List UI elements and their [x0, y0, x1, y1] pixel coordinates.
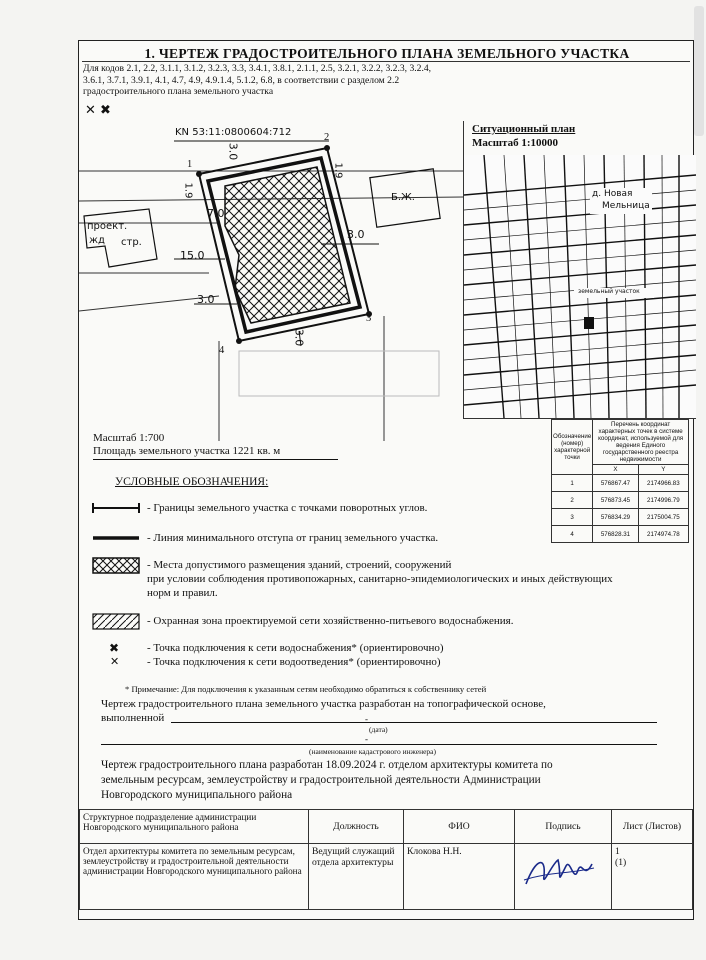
- coord-x: 576867.47: [593, 475, 638, 492]
- dim-label: 1.9: [182, 182, 194, 199]
- engineer-caption: (наименование кадастрового инженера): [309, 747, 437, 756]
- dash: -: [365, 734, 368, 744]
- dim-label: 15.0: [180, 249, 205, 262]
- point-3: 3: [366, 313, 372, 324]
- water-drain-icon: ✕: [110, 655, 120, 668]
- legend-boundary: - Границы земельного участка с точками поворотных углов.: [147, 502, 428, 514]
- document-sheet: [78, 40, 694, 920]
- coords-header-y: Y: [638, 465, 688, 475]
- table-row: [552, 475, 689, 492]
- header-name: ФИО: [404, 810, 515, 844]
- parcel-marker: [584, 317, 594, 329]
- coord-x: 576873.45: [593, 492, 638, 509]
- legend-water-supply: - Точка подключения к сети водоснабжения* (ориентировочно): [147, 642, 444, 654]
- header-unit: Структурное подразделение администрации Новгородского муниципального района: [80, 810, 309, 844]
- situation-scale: Масштаб 1:10000: [472, 137, 559, 149]
- developed-line-1: Чертеж градостроительного плана разработан 18.09.2024 г. отделом архитектуры комитета по: [101, 759, 553, 771]
- header-sheet: Лист (Листов): [612, 810, 693, 844]
- sheets-total: (1): [615, 857, 627, 868]
- point-number: 2: [552, 492, 593, 509]
- area-text: Площадь земельного участка 1221 кв. м: [93, 445, 281, 457]
- note: * Примечание: Для подключения к указанным сетям необходимо обратиться к собственнику сетей: [125, 684, 487, 694]
- developed-line-2: земельным ресурсам, землеустройству и градостроительной деятельности Администрации: [101, 774, 541, 786]
- coords-header-list: Перечень координат характерных точек в системе координат, используемой для ведения Единого государственного реестра недвижимости: [593, 420, 689, 465]
- legend-protect-zone: - Охранная зона проектируемой сети хозяйственно-питьевого водоснабжения.: [147, 615, 514, 627]
- unit-cell: Отдел архитектуры комитета по земельным ресурсам, землеустройству и градостроительной деятельности администрации Новгородского муниципального района: [80, 844, 309, 910]
- developed-line-3: Новгородского муниципального района: [101, 789, 293, 801]
- coord-y: 2174996.79: [638, 492, 688, 509]
- legend-allowed: норм и правил.: [147, 587, 218, 599]
- signature-image: [518, 846, 598, 896]
- scale-text: Масштаб 1:700: [93, 432, 165, 444]
- coords-header-x: X: [593, 465, 638, 475]
- coords-header-point: Обозначение (номер) характерной точки: [552, 420, 593, 475]
- village-name: д. Новая: [592, 189, 633, 199]
- coord-x: 576834.29: [593, 509, 638, 526]
- situation-plan: [463, 121, 696, 419]
- binder-edge: [694, 6, 704, 136]
- header-sign: Подпись: [515, 810, 612, 844]
- building-project-label: жд: [89, 235, 105, 246]
- coord-y: 2174966.83: [638, 475, 688, 492]
- sheet-cell: [612, 844, 693, 910]
- date-caption: (дата): [369, 725, 388, 734]
- coord-x: 576828.31: [593, 526, 638, 543]
- water-marks-icon: ✕ ✖: [85, 103, 111, 118]
- parcel-label: земельный участок: [578, 288, 640, 295]
- point-number: 4: [552, 526, 593, 543]
- codes-line-3: градостроительного плана земельного участка: [83, 86, 274, 97]
- point-2: 2: [324, 132, 330, 143]
- legend-symbols: [91, 501, 151, 641]
- divider: [93, 459, 338, 460]
- kn-label: KN 53:11:0800604:712: [175, 127, 292, 138]
- coord-y: 2175004.75: [638, 509, 688, 526]
- signature-table: [79, 809, 693, 910]
- building-project-label: проект.: [87, 221, 128, 232]
- header-position: Должность: [309, 810, 404, 844]
- legend-allowed: при условии соблюдения противопожарных, санитарно-эпидемиологических и иных действующих: [147, 573, 613, 585]
- dim-label: 3.0: [226, 142, 240, 161]
- dim-label: 3.0: [197, 293, 215, 306]
- water-supply-icon: ✖: [109, 641, 120, 655]
- building-bzh-label: Б.Ж.: [391, 192, 415, 203]
- legend-water-drain: - Точка подключения к сети водоотведения* (ориентировочно): [147, 656, 441, 668]
- topo-line-2: выполненной: [101, 712, 165, 724]
- table-row: [552, 526, 689, 543]
- situation-map: [464, 155, 696, 418]
- point-number: 1: [552, 475, 593, 492]
- village-name: Мельница: [602, 201, 650, 211]
- building-project-label: стр.: [121, 237, 142, 248]
- coords-table: [551, 419, 689, 543]
- dim-label: 3.0: [292, 328, 306, 347]
- table-row: [552, 492, 689, 509]
- codes-line-1: Для кодов 2.1, 2.2, 3.1.1, 3.1.2, 3.2.3, 3.3, 3.4.1, 3.8.1, 2.1.1, 2.5, 3.2.1, 3.2.2, 3.2.3, 3.2.4,: [83, 63, 432, 74]
- dim-label: 1.9: [332, 162, 344, 179]
- sheet-number: 1: [615, 846, 620, 857]
- codes-line-2: 3.6.1, 3.7.1, 3.9.1, 4.1, 4.7, 4.9, 4.9.1.4, 5.1.2, 6.8, в соответствии с разделом 2.2: [83, 74, 400, 86]
- legend-offset: - Линия минимального отступа от границ земельного участка.: [147, 532, 439, 544]
- point-number: 3: [552, 509, 593, 526]
- dim-label: 3.0: [347, 228, 365, 241]
- topo-line-1: Чертеж градостроительного плана земельного участка разработан на топографической основе,: [101, 698, 546, 710]
- legend-allowed: - Места допустимого размещения зданий, строений, сооружений: [147, 559, 452, 571]
- divider: [171, 722, 657, 723]
- point-1: 1: [187, 159, 193, 170]
- situation-title: Ситуационный план: [472, 123, 576, 135]
- legend-title: УСЛОВНЫЕ ОБОЗНАЧЕНИЯ:: [115, 476, 269, 488]
- dim-label: 7.0: [207, 207, 225, 220]
- signature-cell: [515, 844, 612, 910]
- coord-y: 2174974.78: [638, 526, 688, 543]
- divider: [101, 744, 657, 745]
- page-title: 1. ЧЕРТЕЖ ГРАДОСТРОИТЕЛЬНОГО ПЛАНА ЗЕМЕЛЬНОГО УЧАСТКА: [144, 46, 630, 61]
- position-cell: Ведущий служащий отдела архитектуры: [309, 844, 404, 910]
- name-cell: Клокова Н.Н.: [404, 844, 515, 910]
- point-4: 4: [219, 345, 225, 356]
- dash: -: [365, 714, 368, 724]
- table-row: [552, 509, 689, 526]
